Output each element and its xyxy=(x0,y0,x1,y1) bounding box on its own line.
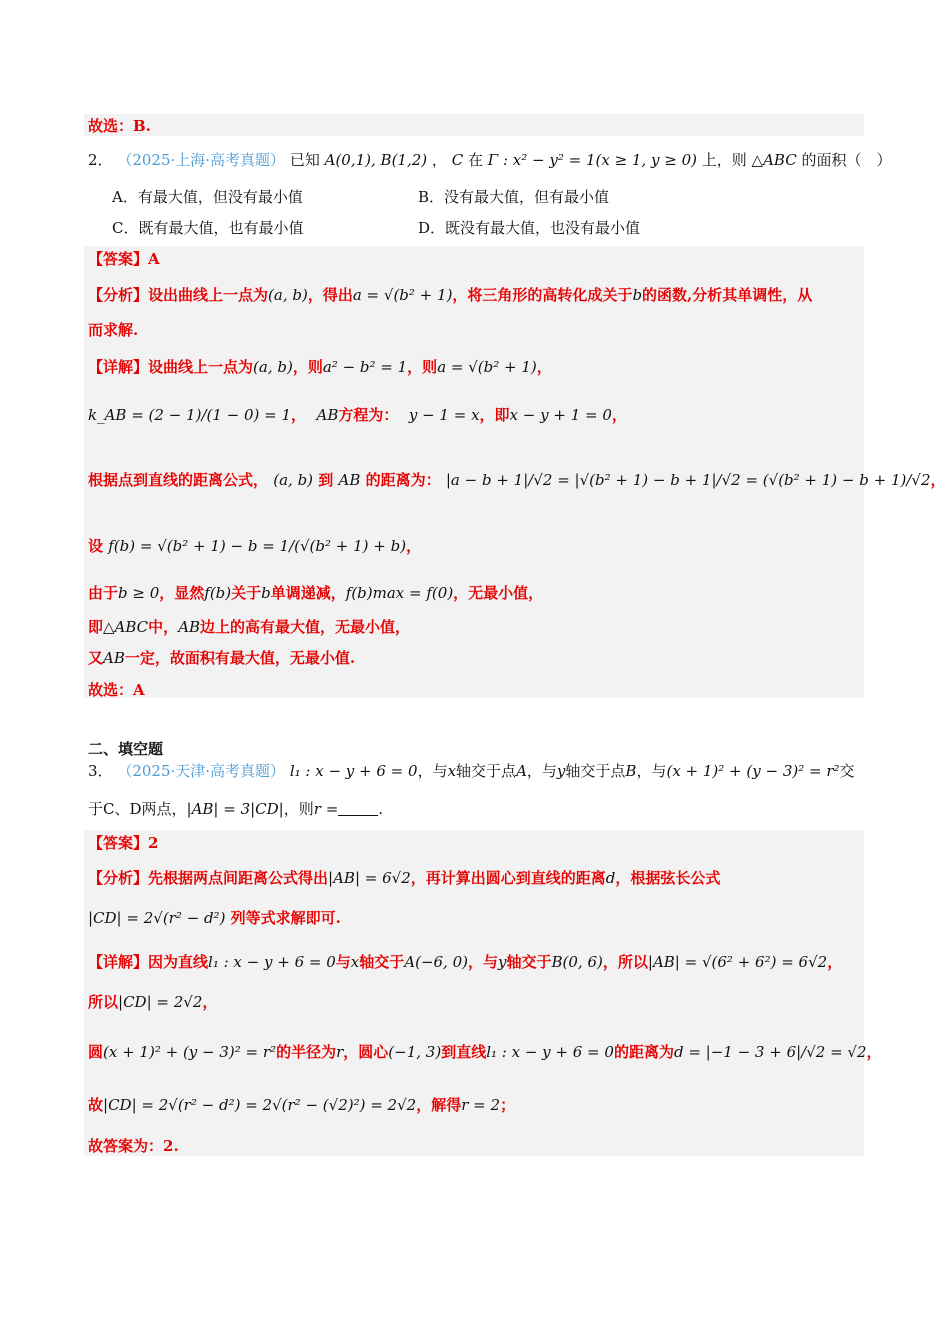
q1-choice: 故选：B. xyxy=(88,117,151,135)
analysis-line-1: 【分析】先根据两点间距离公式得出|AB| = 6√2，再计算出圆心到直线的距离d，根据弦长公式 xyxy=(88,869,721,887)
question-source: （2025·天津·高考真题） xyxy=(117,762,286,780)
q2-stem: 2． （2025·上海·高考真题） 已知 A(0,1), B(1,2) ， C 在 Γ : x² − y² = 1(x ≥ 1, y ≥ 0) 上，则 △ABC 的面积（ ） xyxy=(88,151,892,169)
option-b: B．没有最大值，但有最小值 xyxy=(418,188,610,206)
detail-line-3: 根据点到直线的距离公式， (a, b) 到 AB 的距离为： |a − b + 1|/√2 = |√(b² + 1) − b + 1|/√2 = (√(b² + 1) − b + 1)/√2， xyxy=(88,471,946,489)
detail-line-2: k_AB = (2 − 1)/(1 − 0) = 1， AB方程为： y − 1 = x，即x − y + 1 = 0， xyxy=(88,406,627,424)
detail-line-4: 设 f(b) = √(b² + 1) − b = 1/(√(b² + 1) + b)， xyxy=(88,537,422,555)
option-d: D．既没有最大值，也没有最小值 xyxy=(418,219,641,237)
detail-line-4: 故|CD| = 2√(r² − d²) = 2√(r² − (√2)²) = 2√2，解得r = 2； xyxy=(88,1096,516,1114)
q2-choice: 故选：A xyxy=(88,681,145,699)
detail-line-5: 由于b ≥ 0，显然f(b)关于b单调递减，f(b)max = f(0)，无最小值， xyxy=(88,584,544,602)
detail-line-1: 【详解】设曲线上一点为(a, b)，则a² − b² = 1，则a = √(b² + 1)， xyxy=(88,358,552,376)
detail-line-3: 圆(x + 1)² + (y − 3)² = r²的半径为r，圆心(−1, 3)到直线l₁ : x − y + 6 = 0的距离为d = |−1 − 3 + 6|/√2 = √2， xyxy=(88,1043,882,1061)
answer-label: 【答案】A xyxy=(88,250,160,268)
detail-line-7: 又AB一定，故面积有最大值，无最小值. xyxy=(88,649,356,667)
detail-line-6: 即△ABC中，AB边上的高有最大值，无最小值， xyxy=(88,618,411,636)
detail-line-2: 所以|CD| = 2√2， xyxy=(88,993,218,1011)
final-answer: 故答案为：2. xyxy=(88,1137,179,1155)
option-a: A．有最大值，但没有最小值 xyxy=(112,188,303,206)
answer-label: 【答案】2 xyxy=(88,834,159,852)
q1-choice-band xyxy=(84,114,864,136)
q3-stem-line-2: 于C、D两点，|AB| = 3|CD|，则r = . xyxy=(88,800,384,818)
section-title: 二、填空题 xyxy=(88,740,164,758)
analysis-line-2: 而求解. xyxy=(88,321,139,339)
q3-stem-line-1: 3． （2025·天津·高考真题） l₁ : x − y + 6 = 0，与x轴交于点A，与y轴交于点B，与(x + 1)² + (y − 3)² = r²交 xyxy=(88,762,855,780)
question-source: （2025·上海·高考真题） xyxy=(117,151,286,169)
answer-blank xyxy=(338,801,378,816)
question-number: 2． xyxy=(88,151,113,169)
analysis-line-2: |CD| = 2√(r² − d²) 列等式求解即可. xyxy=(88,909,341,927)
detail-line-1: 【详解】因为直线l₁ : x − y + 6 = 0与x轴交于A(−6, 0)，与y轴交于B(0, 6)，所以|AB| = √(6² + 6²) = 6√2， xyxy=(88,953,843,971)
option-c: C．既有最大值，也有最小值 xyxy=(112,219,304,237)
analysis-line-1: 【分析】设出曲线上一点为(a, b)，得出a = √(b² + 1)，将三角形的高转化成关于b的函数,分析其单调性，从 xyxy=(88,286,813,304)
